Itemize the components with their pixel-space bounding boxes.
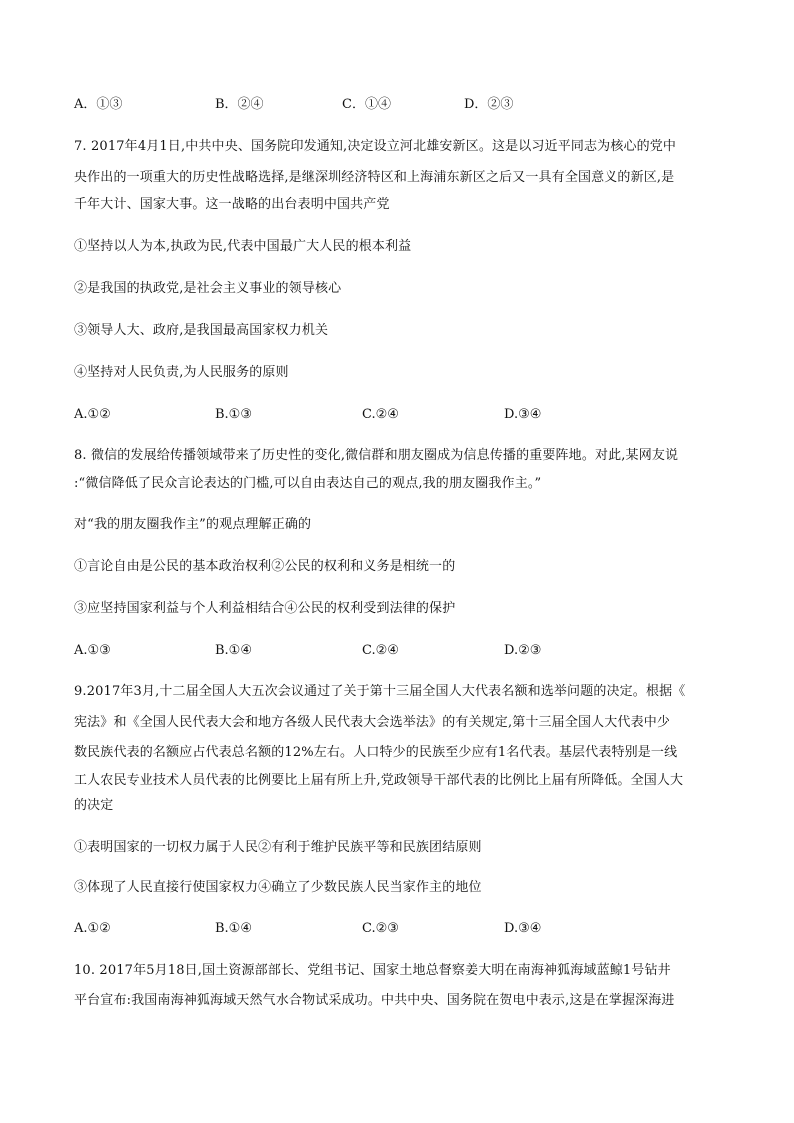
q9-stem-line-4: 工人农民专业技术人员代表的比例要比上届有所上升,党政领导干部代表的比例比上届有所降低。全国人大 bbox=[74, 773, 684, 788]
q8-statement-2: ③应坚持国家利益与个人利益相结合④公民的权利受到法律的保护 bbox=[74, 601, 456, 616]
q6-options bbox=[74, 97, 714, 113]
q7-option-a: A.①② bbox=[74, 407, 111, 422]
q9-option-b: B.①④ bbox=[215, 921, 252, 936]
q9-statement-1: ①表明国家的一切权力属于人民②有利于维护民族平等和民族团结原则 bbox=[74, 840, 482, 855]
q7-statement-3: ③领导人大、政府,是我国最高国家权力机关 bbox=[74, 323, 329, 338]
q9-option-d: D.③④ bbox=[504, 921, 542, 936]
q7-options bbox=[74, 407, 714, 423]
q9-stem-line-5: 的决定 bbox=[74, 798, 114, 813]
q8-option-a: A.①③ bbox=[74, 643, 111, 658]
q9-option-c: C.②③ bbox=[362, 921, 399, 936]
q7-option-b: B.①③ bbox=[215, 407, 252, 422]
q8-option-d: D.②③ bbox=[504, 643, 542, 658]
q6-option-c: C．①④ bbox=[342, 97, 391, 112]
q6-option-b: B．②④ bbox=[215, 97, 264, 112]
q7-stem-line-1: 7. 2017年4月1日,中共中央、国务院印发通知,决定设立河北雄安新区。这是以习近平同志为核心的党中 bbox=[74, 139, 677, 154]
q7-option-d: D.③④ bbox=[504, 407, 542, 422]
q7-stem-line-2: 央作出的一项重大的历史性战略选择,是继深圳经济特区和上海浦东新区之后又一具有全国意义的新区,是 bbox=[74, 170, 675, 185]
q8-statement-1: ①言论自由是公民的基本政治权利②公民的权利和义务是相统一的 bbox=[74, 559, 456, 574]
q8-stem-line-2: :“微信降低了民众言论表达的门槛,可以自由表达自己的观点,我的朋友圈我作主。” bbox=[74, 476, 542, 491]
q9-statement-2: ③体现了人民直接行使国家权力④确立了少数民族人民当家作主的地位 bbox=[74, 880, 482, 895]
q7-stem-line-3: 千年大计、国家大事。这一战略的出台表明中国共产党 bbox=[74, 197, 390, 212]
q7-statement-2: ②是我国的执政党,是社会主义事业的领导核心 bbox=[74, 281, 342, 296]
q8-stem-line-3: 对“我的朋友圈我作主”的观点理解正确的 bbox=[74, 517, 312, 532]
q7-option-c: C.②④ bbox=[362, 407, 399, 422]
q10-stem-line-2: 平台宣布:我国南海神狐海域天然气水合物试采成功。中共中央、国务院在贺电中表示,这是在掌握深海进 bbox=[74, 993, 675, 1008]
q6-option-a: A．①③ bbox=[74, 97, 123, 112]
q8-option-b: B.①④ bbox=[215, 643, 252, 658]
q9-options bbox=[74, 921, 714, 937]
q8-stem-line-1: 8. 微信的发展给传播领域带来了历史性的变化,微信群和朋友圈成为信息传播的重要阵地。对此,某网友说 bbox=[74, 448, 679, 463]
q9-stem-line-3: 数民族代表的名额应占代表总名额的12%左右。人口特少的民族至少应有1名代表。基层代表特别是一线 bbox=[74, 745, 678, 760]
q9-option-a: A.①② bbox=[74, 921, 111, 936]
q9-stem-line-1: 9.2017年3月,十二届全国人大五次会议通过了关于第十三届全国人大代表名额和选举问题的决定。根据《 bbox=[74, 684, 686, 699]
q6-option-d: D．②③ bbox=[464, 97, 514, 112]
q7-statement-4: ④坚持对人民负责,为人民服务的原则 bbox=[74, 365, 289, 380]
q8-options bbox=[74, 643, 714, 659]
q10-stem-line-1: 10. 2017年5月18日,国土资源部部长、党组书记、国家土地总督察姜大明在南海神狐海域蓝鲸1号钻井 bbox=[74, 963, 671, 978]
q9-stem-line-2: 宪法》和《全国人民代表大会和地方各级人民代表大会选举法》的有关规定,第十三届全国人大代表中少 bbox=[74, 715, 671, 730]
q8-option-c: C.②④ bbox=[362, 643, 399, 658]
q7-statement-1: ①坚持以人为本,执政为民,代表中国最广大人民的根本利益 bbox=[74, 239, 412, 254]
